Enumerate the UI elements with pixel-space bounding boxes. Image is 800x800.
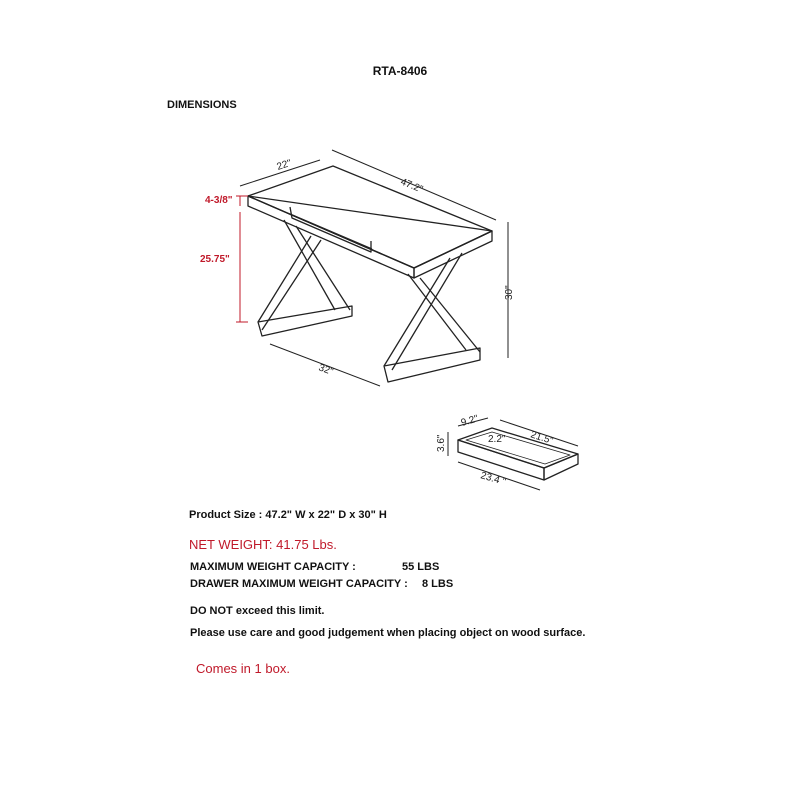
max-capacity-label: MAXIMUM WEIGHT CAPACITY :	[190, 561, 356, 573]
drawer-drawing	[448, 418, 578, 490]
drawer-capacity-value: 8 LBS	[422, 578, 454, 590]
warning-text: DO NOT exceed this limit.	[190, 605, 325, 617]
desk-top	[248, 196, 492, 268]
section-title: DIMENSIONS	[167, 99, 237, 111]
label-desk-width: 47.2"	[398, 176, 425, 196]
model-number: RTA-8406	[372, 64, 428, 78]
label-drawer-inner-height: 2.2"	[488, 434, 506, 445]
label-drawer-height: 3.6"	[436, 434, 447, 452]
max-capacity-value: 55 LBS	[402, 561, 440, 573]
label-leg-height: 25.75"	[200, 254, 230, 265]
net-weight: NET WEIGHT: 41.75 Lbs.	[189, 537, 337, 552]
product-size: Product Size : 47.2" W x 22" D x 30" H	[189, 509, 387, 521]
box-count: Comes in 1 box.	[196, 661, 290, 676]
right-x-leg	[384, 253, 480, 382]
label-drawer-outer-width: 23.4 "	[479, 470, 508, 488]
label-top-thickness: 4-3/8"	[205, 195, 233, 206]
desk-top-surface	[248, 166, 492, 268]
label-leg-span: 32"	[316, 362, 335, 378]
desk-side-apron	[414, 231, 492, 278]
label-drawer-width: 21.5"	[529, 429, 555, 447]
care-note: Please use care and good judgement when placing object on wood surface.	[190, 627, 586, 639]
drawer-capacity-label: DRAWER MAXIMUM WEIGHT CAPACITY :	[190, 578, 408, 590]
label-total-height: 30"	[504, 285, 515, 300]
label-desk-depth: 22"	[275, 157, 293, 173]
label-drawer-depth: 9.2"	[459, 413, 480, 429]
